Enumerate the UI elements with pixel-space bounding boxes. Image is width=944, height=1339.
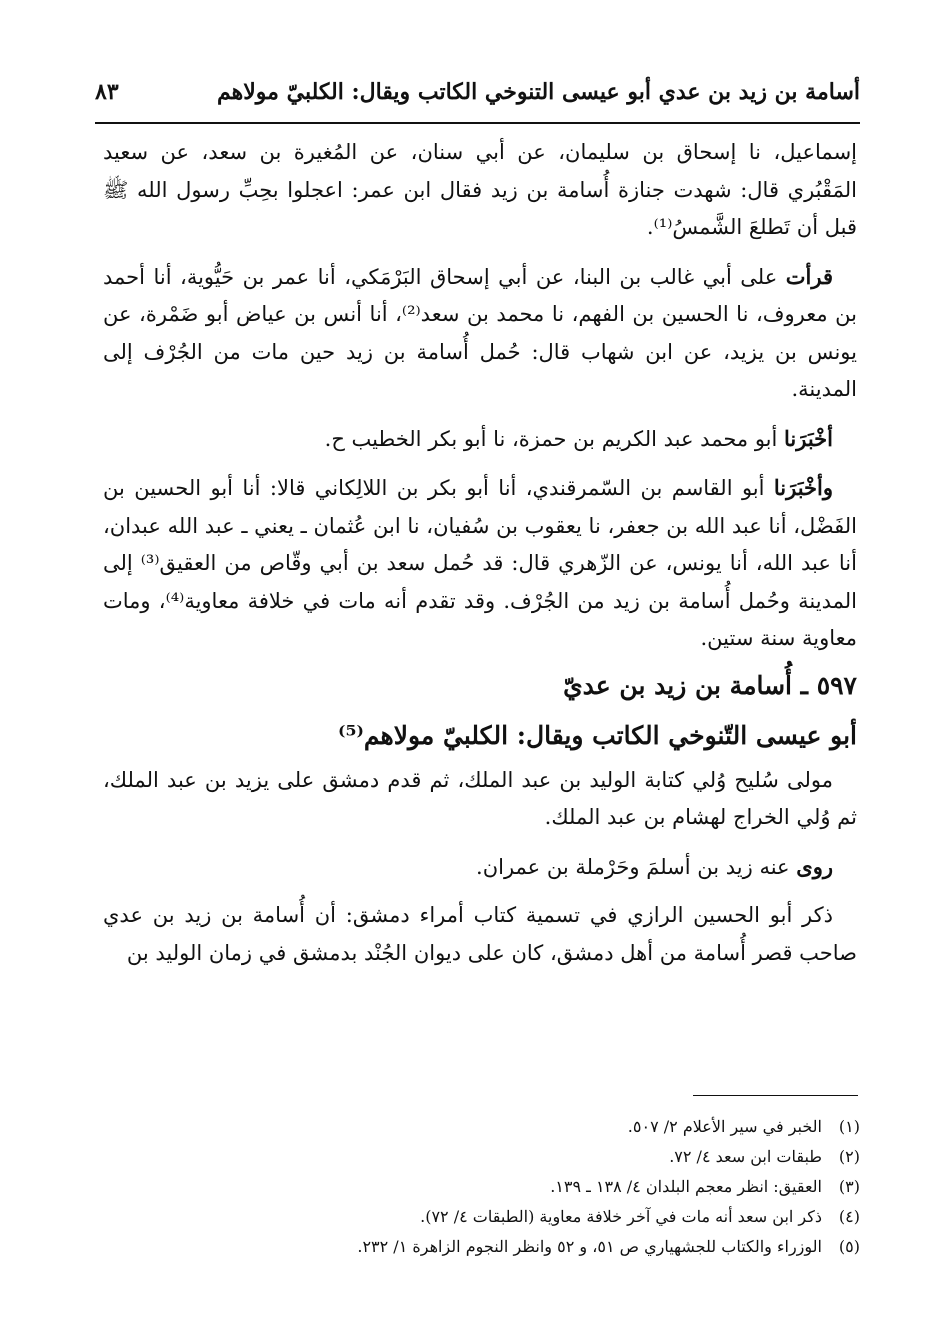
paragraph-1: إسماعيل، نا إسحاق بن سليمان، عن أبي سنان، عن المُغيرة بن سعد، عن سعيد المَقْبُري قال: شهدت جنازة أُسامة بن زيد فقال ابن عمر: اعجلوا بحِبِّ رسول الله ﷺ قبل أن تَطلعَ الشَّمسُ⁽¹⁾. xyxy=(103,140,857,239)
paragraph-4-text: أبو القاسم بن السّمرقندي، أنا أبو بكر بن اللالِكاني قالا: أنا أبو الحسين بن الفَضْل، أنا عبد الله بن جعفر، نا يعقوب بن سُفيان، نا ابن عُثمان ـ يعني ـ عبد الله عبدان، أنا عبد الله، أنا يونس، عن الزّهري قال: قد حُمل سعد بن أبي وقّاص من العقيق⁽³⁾ إلى المدينة وحُمل أُسامة بن زيد من الجُرْف. وقد تقدم أنه مات في خلافة معاوية⁽⁴⁾، ومات معاوية سنة ستين. xyxy=(103,476,858,650)
paragraph-6 xyxy=(103,848,857,887)
footnotes xyxy=(120,1112,860,1262)
footnote-5 xyxy=(120,1232,860,1262)
footnote-text: ذكر ابن سعد أنه مات في آخر خلافة معاوية (الطبقات ٤/ ٧٢). xyxy=(420,1207,822,1226)
paragraph-3 xyxy=(103,420,857,459)
entry-heading-kunya: أبو عيسى التّنوخي الكاتب ويقال: الكلبيّ مولاهم⁽⁵⁾ xyxy=(338,720,857,750)
running-title: أسامة بن زيد بن عدي أبو عيسى التنوخي الكاتب ويقال: الكلبيّ مولاهم xyxy=(217,79,860,105)
paragraph-2-lead: قرأت xyxy=(785,263,833,289)
footnote-number: (٢) xyxy=(838,1147,860,1166)
main-text xyxy=(103,134,857,972)
entry-heading-name: ٥٩٧ ـ أُسامة بن زيد بن عديّ xyxy=(563,670,857,700)
paragraph-4 xyxy=(103,469,857,658)
paragraph-3-text: أبو محمد عبد الكريم بن حمزة، نا أبو بكر الخطيب ح. xyxy=(324,426,785,451)
footnote-text: العقيق: انظر معجم البلدان ٤/ ١٣٨ ـ ١٣٩. xyxy=(550,1177,822,1196)
footnote-text: طبقات ابن سعد ٤/ ٧٢. xyxy=(669,1147,822,1166)
footnote-3 xyxy=(120,1172,860,1202)
footnote-rule xyxy=(693,1095,858,1096)
footnote-2 xyxy=(120,1142,860,1172)
paragraph-7: ذكر أبو الحسين الرازي في تسمية كتاب أمراء دمشق: أن أُسامة بن زيد بن عدي صاحب قصر أُسامة من أهل دمشق، كان على ديوان الجُنْد بدمشق في زمان الوليد بن xyxy=(103,903,857,965)
paragraph-2-text: على أبي غالب بن البنا، عن أبي إسحاق البَرْمَكي، أنا عمر بن حَيُّوية، أنا أحمد بن معروف، نا الحسين بن الفهم، نا محمد بن سعد⁽²⁾، أنا أنس بن عياض أبو ضَمْرة، عن يونس بن يزيد، عن ابن شهاب قال: حُمل أُسامة بن زيد حين مات من الجُرْف إلى المدينة. xyxy=(103,264,857,401)
footnote-number: (٣) xyxy=(838,1177,860,1196)
paragraph-6-lead: روى xyxy=(796,853,833,879)
paragraph-6-text: عنه زيد بن أسلمَ وحَرْملة بن عمران. xyxy=(476,854,797,879)
footnote-number: (٥) xyxy=(838,1237,860,1256)
footnote-text: الوزراء والكتاب للجشهياري ص ٥١، و ٥٢ وانظر النجوم الزاهرة ١/ ٢٣٢. xyxy=(357,1237,822,1256)
footnote-text: الخبر في سير الأعلام ٢/ ٥٠٧. xyxy=(627,1117,822,1136)
footnote-1 xyxy=(120,1112,860,1142)
paragraph-5: مولى سُليح وُلي كتابة الوليد بن عبد الملك، ثم قدم دمشق على يزيد بن عبد الملك، ثم وُلي الخراج لهشام بن عبد الملك. xyxy=(103,767,857,829)
paragraph-3-lead: أخْبَرَنا xyxy=(784,425,833,451)
footnote-4 xyxy=(120,1202,860,1232)
running-header xyxy=(95,62,860,122)
footnote-number: (٤) xyxy=(838,1207,860,1226)
paragraph-4-lead: وأخْبَرَنا xyxy=(773,475,833,500)
page-number: ٨٣ xyxy=(95,79,119,105)
paragraph-2 xyxy=(103,258,857,409)
footnote-number: (١) xyxy=(838,1117,860,1136)
header-rule xyxy=(95,122,860,124)
